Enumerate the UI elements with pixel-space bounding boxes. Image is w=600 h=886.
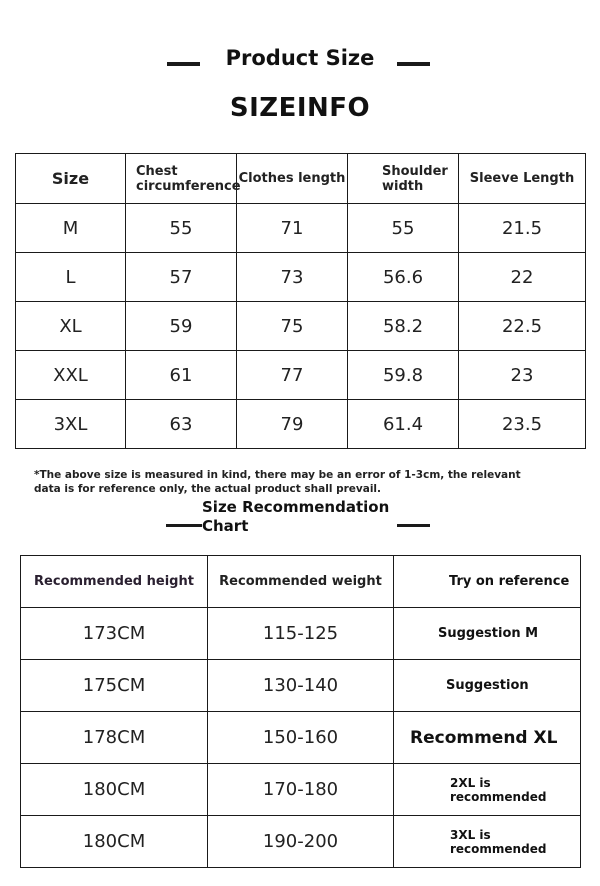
table-cell: Recommend XL [394,712,581,764]
recommendation-right-dash [397,524,430,527]
column-header: Sleeve Length [459,154,586,204]
table-row [21,660,581,712]
table-row [16,400,586,449]
table-cell: 3XL is recommended [394,816,581,868]
table-row [21,608,581,660]
column-header: Size [16,154,126,204]
table-cell: 56.6 [348,253,459,302]
table-cell: 61.4 [348,400,459,449]
table-cell: 21.5 [459,204,586,253]
table-cell: 170-180 [208,764,394,816]
table-cell: 22.5 [459,302,586,351]
recommendation-title: Size Recommendation Chart [202,498,390,535]
table-row [16,302,586,351]
table-cell: 57 [126,253,237,302]
table-row [21,816,581,868]
table-row [16,204,586,253]
recommendation-table [20,555,581,868]
size-table-header [16,154,586,204]
table-row [16,351,586,400]
measurement-note: *The above size is measured in kind, there may be an error of 1-3cm, the relevant data is for reference only, the actual product shall prevail. [34,469,521,495]
table-cell: 190-200 [208,816,394,868]
table-cell: 77 [237,351,348,400]
size-table [15,153,586,449]
title-right-dash [397,62,430,66]
page-title: Product Size [225,46,375,70]
table-cell: 73 [237,253,348,302]
table-row [16,253,586,302]
table-cell: XXL [16,351,126,400]
table-cell: 63 [126,400,237,449]
table-cell: 178CM [21,712,208,764]
column-header: Recommended weight [208,556,394,608]
table-cell: 55 [348,204,459,253]
table-cell: 150-160 [208,712,394,764]
table-cell: 175CM [21,660,208,712]
table-row [21,712,581,764]
table-cell: 115-125 [208,608,394,660]
table-cell: 23.5 [459,400,586,449]
table-cell: L [16,253,126,302]
table-row [21,764,581,816]
table-cell: 23 [459,351,586,400]
column-header: Clothes length [237,154,348,204]
table-cell: 59 [126,302,237,351]
table-cell: 61 [126,351,237,400]
table-cell: 130-140 [208,660,394,712]
column-header: Shoulder width [348,154,459,204]
table-cell: 2XL is recommended [394,764,581,816]
table-cell: 79 [237,400,348,449]
table-cell: 55 [126,204,237,253]
table-cell: 22 [459,253,586,302]
table-cell: 3XL [16,400,126,449]
table-cell: 180CM [21,816,208,868]
table-cell: M [16,204,126,253]
column-header: Recommended height [21,556,208,608]
table-cell: 75 [237,302,348,351]
table-cell: Suggestion M [394,608,581,660]
table-cell: 173CM [21,608,208,660]
table-cell: 180CM [21,764,208,816]
column-header: Chest circumference [126,154,237,204]
table-cell: 71 [237,204,348,253]
page-subtitle: SIZEINFO [229,93,371,123]
table-cell: 59.8 [348,351,459,400]
recommendation-table-header [21,556,581,608]
recommendation-left-dash [166,524,202,527]
table-cell: XL [16,302,126,351]
table-cell: Suggestion [394,660,581,712]
column-header: Try on reference [394,556,581,608]
table-cell: 58.2 [348,302,459,351]
